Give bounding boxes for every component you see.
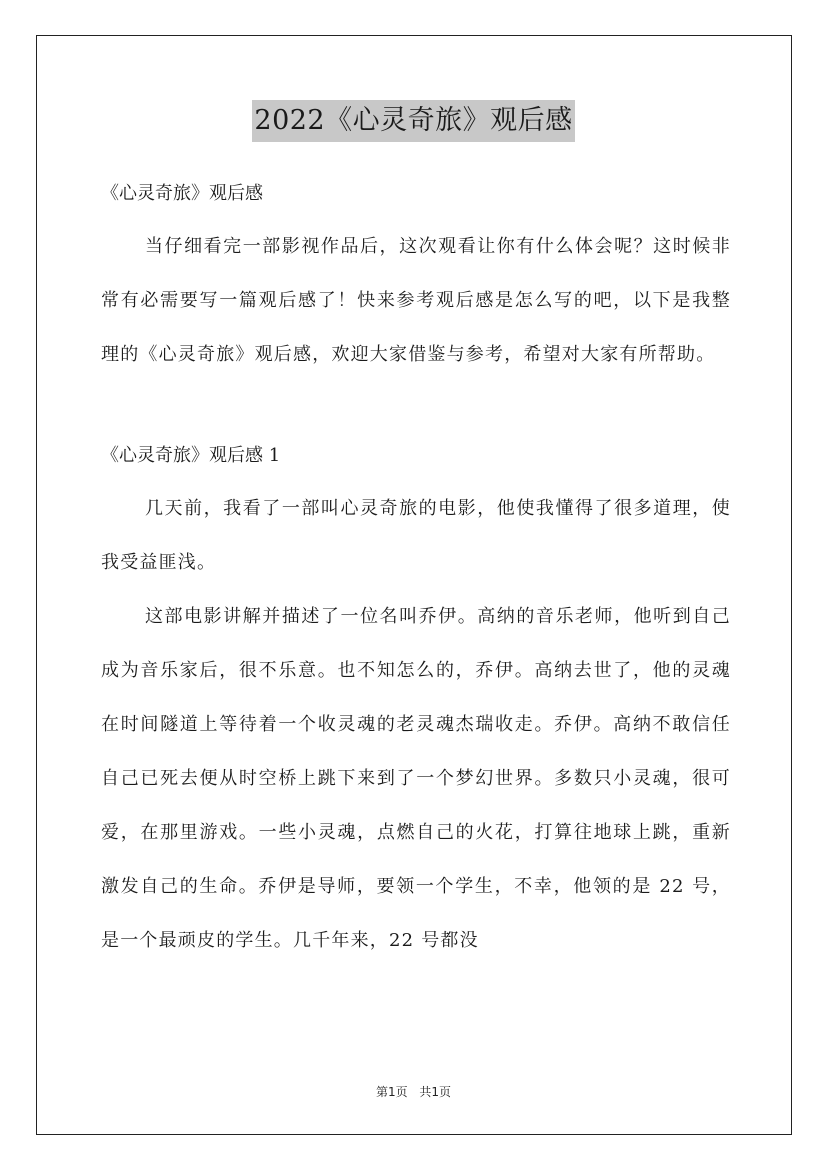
section1-paragraph-1: 几天前，我看了一部叫心灵奇旅的电影，他使我懂得了很多道理，使我受益匪浅。 [101, 498, 731, 573]
page-footer [0, 1083, 827, 1100]
document-title: 2022《心灵奇旅》观后感 [252, 100, 574, 142]
subheading: 《心灵奇旅》观后感 [101, 183, 263, 204]
page-total: 共1页 [419, 1085, 452, 1099]
section1-paragraph-2: 这部电影讲解并描述了一位名叫乔伊。高纳的音乐老师，他听到自己成为音乐家后，很不乐意。也不知怎么的，乔伊。高纳去世了，他的灵魂在时间隧道上等待着一个收灵魂的老灵魂杰瑞收走。乔伊。高纳不敢信任自己已死去便从时空桥上跳下来到了一个梦幻世界。多数只小灵魂，很可爱，在那里游戏。一些小灵魂，点燃自己的火花，打算往地球上跳，重新激发自己的生命。乔伊是导师，要领一个学生，不幸，他领的是 22 号，是一个最顽皮的学生。几千年来，22 号都没 [101, 606, 731, 951]
section1-heading: 《心灵奇旅》观后感 1 [101, 445, 281, 466]
page-number: 第1页 [375, 1085, 408, 1099]
intro-paragraph: 当仔细看完一部影视作品后，这次观看让你有什么体会呢？这时候非常有必需要写一篇观后感了！快来参考观后感是怎么写的吧，以下是我整理的《心灵奇旅》观后感，欢迎大家借鉴与参考，希望对大家有所帮助。 [101, 236, 731, 365]
section-spacer [101, 382, 731, 430]
title-container [0, 100, 827, 142]
document-body [101, 168, 731, 968]
